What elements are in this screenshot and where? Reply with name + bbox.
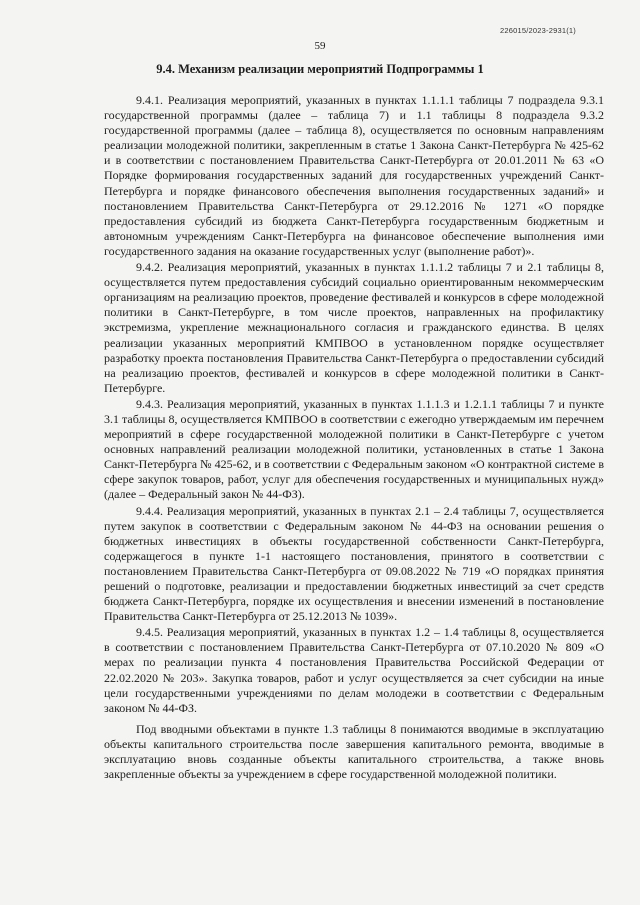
section-heading: 9.4. Механизм реализации мероприятий Подпрограммы 1 [156,62,484,76]
document-body [104,93,604,783]
paragraph-9-4-4: 9.4.4. Реализация мероприятий, указанных в пунктах 2.1 – 2.4 таблицы 7, осуществляется путем закупок в соответствии с Федеральным законом № 44-ФЗ на основании решения о бюджетных инвестициях в объекты государственной собственности Санкт-Петербурга, содержащегося в пункте 1-1 настоящего постановления, принятого в соответствии с постановлением Правительства Санкт-Петербурга от 09.08.2022 № 719 «О порядках принятия решений о подготовке, реализации и предоставлении бюджетных инвестиций за счет средств бюджета Санкт-Петербурга, порядке их осуществления и внесении изменений в постановление Правительства Санкт-Петербурга от 25.12.2013 № 1039». [104,503,604,624]
page-number: 59 [314,40,326,52]
paragraph-9-4-1: 9.4.1. Реализация мероприятий, указанных в пунктах 1.1.1.1 таблицы 7 подраздела 9.3.1 государственной программы (далее – таблица 7) и 1.1 таблицы 8 подраздела 9.3.2 государственной программы (далее – таблица 8), осуществляется по основным направлениям реализации молодежной политики, закрепленным в статье 1 Закона Санкт-Петербурга № 425-62 и в соответствии с постановлением Правительства Санкт-Петербурга от 20.01.2011 № 63 «О Порядке формирования государственных заданий для государственных учреждений Санкт-Петербурга и порядке финансового обеспечения выполнения государственных заданий» и постановлением Правительства Санкт-Петербурга от 29.12.2016 № 1271 «О порядке предоставления субсидий из бюджета Санкт-Петербурга государственным бюджетным и автономным учреждениям Санкт-Петербурга на финансовое обеспечение выполнения ими государственного задания на оказание государственных услуг (выполнение работ)». [104,93,604,258]
paragraph-9-4-2: 9.4.2. Реализация мероприятий, указанных в пунктах 1.1.1.2 таблицы 7 и 2.1 таблицы 8, осуществляется путем предоставления субсидий социально ориентированным некоммерческим организациям на реализацию проектов, проведение фестивалей и конкурсов в сфере молодежной политики в Санкт-Петербурге, в том числе проектов, направленных на профилактику экстремизма, укрепление межнационального согласия и гражданского единства. В целях реализации указанных мероприятий КМПВОО в установленном порядке осуществляет разработку проекта постановления Правительства Санкт-Петербурга о предоставлении субсидий на реализацию проектов, фестивалей и конкурсов в сфере молодежной политики в Санкт-Петербурге. [104,260,604,395]
document-id: 226015/2023-2931(1) [500,26,576,35]
paragraph-9-4-3: 9.4.3. Реализация мероприятий, указанных в пунктах 1.1.1.3 и 1.2.1.1 таблицы 7 и пункте 3.1 таблицы 8, осуществляется КМПВОО в соответствии с ежегодно утверждаемым им перечнем мероприятий в сфере государственной молодежной политики в Санкт-Петербурге с учетом основных направлений реализации молодежной политики, установленных в статье 1 Закона Санкт-Петербурга № 425-62, и в соответствии с Федеральным законом «О контрактной системе в сфере закупок товаров, работ, услуг для обеспечения государственных и муниципальных нужд» (далее – Федеральный закон № 44-ФЗ). [104,396,604,502]
paragraph-input-objects: Под вводными объектами в пункте 1.3 таблицы 8 понимаются вводимые в эксплуатацию объекты капитального строительства после завершения капитального ремонта, вводимые в эксплуатацию вновь созданные объекты капитального строительства, а также вновь закрепленные объекты за учреждением в сфере государственной молодежной политики. [104,721,604,782]
paragraph-9-4-5: 9.4.5. Реализация мероприятий, указанных в пунктах 1.2 – 1.4 таблицы 8, осуществляется в соответствии с постановлением Правительства Санкт-Петербурга от 07.10.2020 № 809 «О мерах по реализации пункта 4 постановления Правительства Российской Федерации от 22.02.2020 № 203». Закупка товаров, работ и услуг осуществляется за счет субсидии на иные цели государственными учреждениями по делам молодежи в соответствии с Федеральным законом № 44-ФЗ. [104,625,604,715]
